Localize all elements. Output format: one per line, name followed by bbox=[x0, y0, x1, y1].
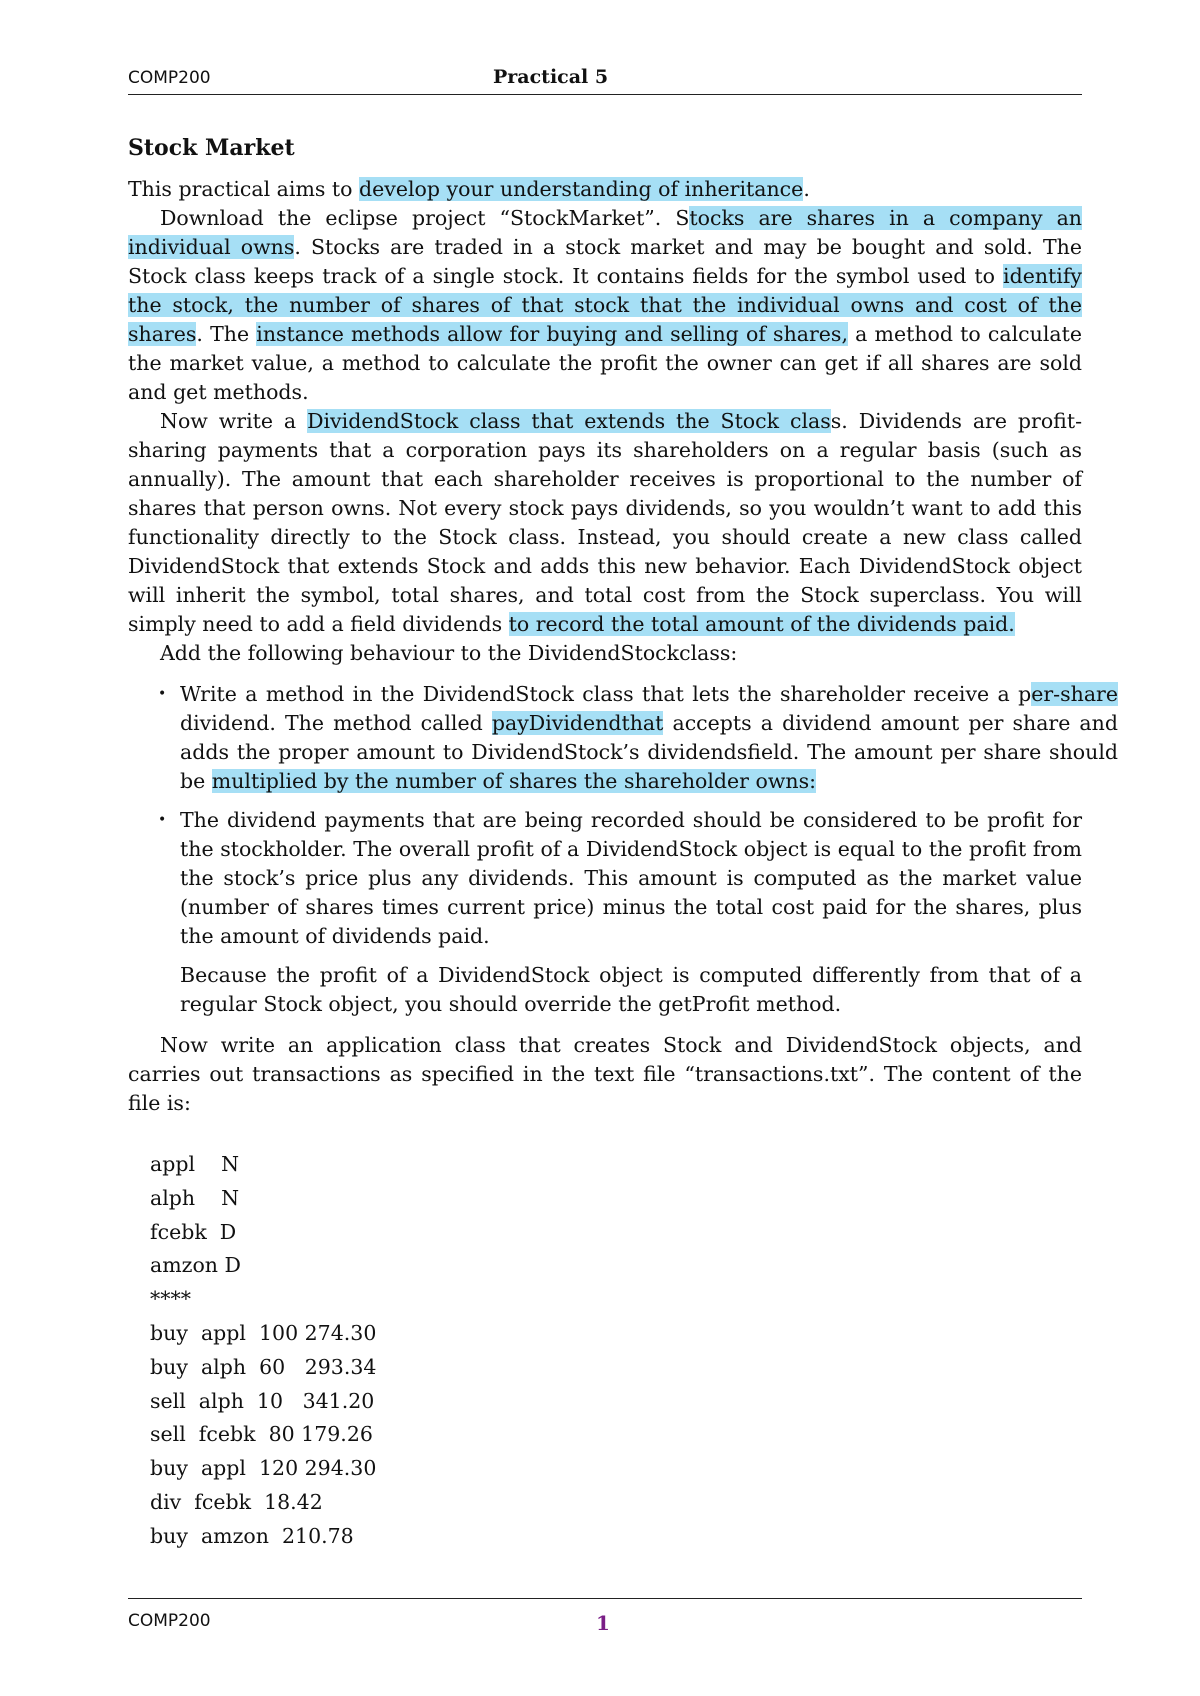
highlight: the number of shares of that stock that the individual owns and cost of the shares bbox=[128, 293, 1082, 346]
highlight: develop your understanding of inheritance bbox=[359, 177, 804, 201]
highlight: payDividendthat bbox=[491, 711, 664, 735]
text-span: Download the eclipse project “StockMarket”. S bbox=[160, 206, 690, 230]
add-behaviour-line: Add the following behaviour to the DividendStockclass: bbox=[160, 641, 738, 665]
header-practical: Practical 5 bbox=[493, 66, 609, 88]
page-footer bbox=[128, 1598, 1082, 1639]
list-item bbox=[180, 806, 1082, 951]
file-line: sell alph 10 341.20 bbox=[150, 1388, 375, 1413]
highlight: to record the total amount of the dividends paid. bbox=[508, 612, 1015, 636]
highlight: tocks are shares in a company an individual owns bbox=[128, 206, 1083, 259]
text-span: . The bbox=[196, 322, 257, 346]
transactions-file-content bbox=[150, 1148, 1082, 1554]
section-title: Stock Market bbox=[128, 135, 295, 161]
file-line: div fcebk 18.42 bbox=[150, 1489, 323, 1514]
text-span: accepts a dividend amount per share and adds the proper amount to DividendStock’s dividendsfield. The amount per share should be bbox=[180, 711, 1118, 793]
text-span: The dividend payments that are being recorded should be considered to be profit for the stockholder. The overall profit of a DividendStock object is equal to the profit from the stock’s price plus any dividends. This amount is computed as the market value (number of shares times current price) minus the total cost paid for the shares, plus the amount of dividends paid. bbox=[180, 808, 1082, 948]
intro-text-end: . bbox=[803, 177, 810, 201]
text-span: dividend. The method called bbox=[180, 711, 492, 735]
highlight: DividendStock class that extends the Stock clas bbox=[307, 409, 831, 433]
intro-paragraph bbox=[128, 175, 1082, 204]
file-line: fcebk D bbox=[150, 1219, 237, 1244]
main-content bbox=[128, 134, 1118, 1554]
file-line: buy appl 120 294.30 bbox=[150, 1456, 377, 1481]
text-span: a method to calculate the market value, a method to calculate the profit the owner can get if all shares are sold and get methods. bbox=[128, 322, 1083, 404]
file-line: appl N bbox=[150, 1152, 240, 1176]
requirements-list bbox=[128, 680, 1118, 951]
file-line: alph N bbox=[150, 1185, 240, 1210]
file-line: buy amzon 210.78 bbox=[150, 1523, 354, 1548]
paragraph-stock bbox=[128, 204, 1082, 407]
file-line: buy appl 100 274.30 bbox=[150, 1320, 377, 1345]
highlight: er-share bbox=[1031, 682, 1118, 706]
text-span: . Stocks are traded in a stock market and may be bought and sold. The Stock class keeps track of a single stock. It contains fields for the symbol used to bbox=[128, 235, 1082, 288]
paragraph-dividendstock bbox=[128, 407, 1082, 639]
application-paragraph: Now write an application class that creates Stock and DividendStock objects, and carries out transactions as specified in the text file “transactions.txt”. The content of the file is: bbox=[128, 1033, 1082, 1115]
file-line: amzon D bbox=[150, 1253, 241, 1278]
highlight: instance methods allow for buying and selling of shares, bbox=[256, 322, 848, 346]
footer-course: COMP200 bbox=[128, 1611, 211, 1631]
list-item bbox=[180, 680, 1118, 796]
highlight: multiplied by the number of shares the shareholder owns: bbox=[211, 769, 817, 793]
file-line: buy alph 60 293.34 bbox=[150, 1354, 377, 1379]
file-line: sell fcebk 80 179.26 bbox=[150, 1422, 373, 1447]
page-header bbox=[128, 66, 1082, 95]
text-span: Now write a bbox=[160, 409, 308, 433]
page-number: 1 bbox=[596, 1611, 610, 1635]
highlight: identify the stock, bbox=[128, 264, 1082, 317]
override-note: Because the profit of a DividendStock object is computed differently from that of a regular Stock object, you should override the getProfit method. bbox=[180, 963, 1082, 1016]
intro-text: This practical aims to bbox=[128, 177, 360, 201]
file-line: **** bbox=[150, 1287, 191, 1312]
text-span: Write a method in the DividendStock class that lets the shareholder receive a p bbox=[180, 682, 1032, 706]
text-span: s. Dividends are profit-sharing payments that a corporation pays its shareholders on a regular basis (such as annually). The amount that each shareholder receives is proportional to the number of shares that person owns. Not every stock pays dividends, so you wouldn’t want to add this functionality directly to the Stock class. Instead, you should create a new class called DividendStock that extends Stock and adds this new behavior. Each DividendStock object will inherit the symbol, total shares, and total cost from the Stock superclass. You will simply need to add a field dividends bbox=[128, 409, 1083, 636]
header-course: COMP200 bbox=[128, 68, 211, 88]
